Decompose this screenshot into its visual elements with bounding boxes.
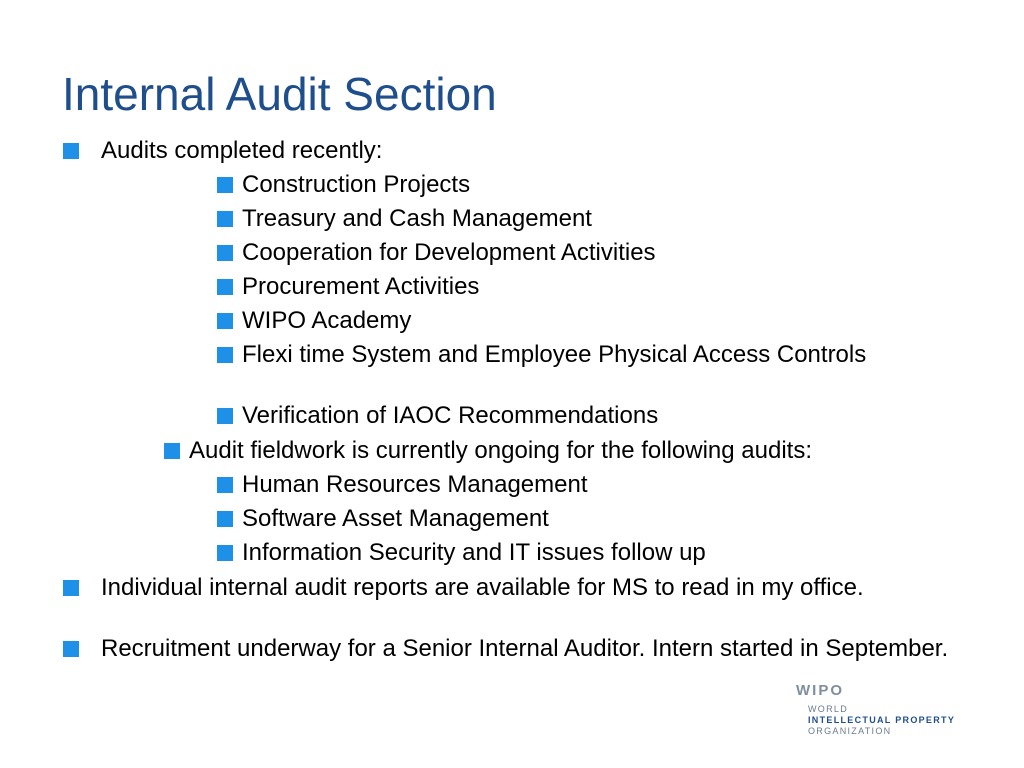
bullet-text: Audits completed recently: <box>101 137 383 164</box>
square-bullet-icon <box>217 177 233 193</box>
bullet-item <box>101 138 382 164</box>
square-bullet-icon <box>217 477 233 493</box>
square-bullet-icon <box>217 511 233 527</box>
bullet-item <box>242 540 706 566</box>
square-bullet-icon <box>63 580 79 596</box>
bullet-text: Software Asset Management <box>242 505 549 532</box>
bullet-item <box>242 342 902 368</box>
square-bullet-icon <box>217 313 233 329</box>
bullet-item <box>242 172 470 198</box>
bullet-text: Verification of IAOC Recommendations <box>242 402 659 429</box>
bullet-item <box>242 274 479 300</box>
bullet-text: Information Security and IT issues follow up <box>242 539 706 566</box>
bullet-text: Audit fieldwork is currently ongoing for the following audits: <box>189 437 812 464</box>
bullet-text: Flexi time System and Employee Physical Access Controls <box>242 341 867 368</box>
bullet-item <box>101 636 981 662</box>
square-bullet-icon <box>217 211 233 227</box>
bullet-item <box>101 575 981 601</box>
square-bullet-icon <box>217 245 233 261</box>
wipo-logo-line-org: ORGANIZATION <box>808 726 892 736</box>
bullet-text: Treasury and Cash Management <box>242 205 592 232</box>
bullet-text: Recruitment underway for a Senior Internal Auditor. Intern started in September. <box>101 635 949 662</box>
bullet-text: Procurement Activities <box>242 273 480 300</box>
bullet-item <box>242 206 592 232</box>
bullet-text: Construction Projects <box>242 171 471 198</box>
wipo-logo-line-world: WORLD <box>808 704 848 714</box>
bullet-text: Human Resources Management <box>242 471 588 498</box>
bullet-item <box>242 506 549 532</box>
square-bullet-icon <box>217 279 233 295</box>
wipo-logo-mark: WIPO <box>796 682 844 699</box>
bullet-item <box>242 472 588 498</box>
square-bullet-icon <box>63 641 79 657</box>
bullet-item <box>242 308 411 334</box>
square-bullet-icon <box>164 443 180 459</box>
square-bullet-icon <box>217 347 233 363</box>
slide-title: Internal Audit Section <box>62 68 497 120</box>
bullet-text: WIPO Academy <box>242 307 412 334</box>
square-bullet-icon <box>217 545 233 561</box>
square-bullet-icon <box>63 143 79 159</box>
bullet-item <box>242 240 656 266</box>
wipo-logo-line-ip: INTELLECTUAL PROPERTY <box>808 715 956 725</box>
square-bullet-icon <box>217 408 233 424</box>
bullet-item <box>242 403 658 429</box>
bullet-text: Cooperation for Development Activities <box>242 239 656 266</box>
bullet-item <box>189 438 812 464</box>
wipo-logo <box>796 682 996 736</box>
bullet-text: Individual internal audit reports are available for MS to read in my office. <box>101 574 864 601</box>
